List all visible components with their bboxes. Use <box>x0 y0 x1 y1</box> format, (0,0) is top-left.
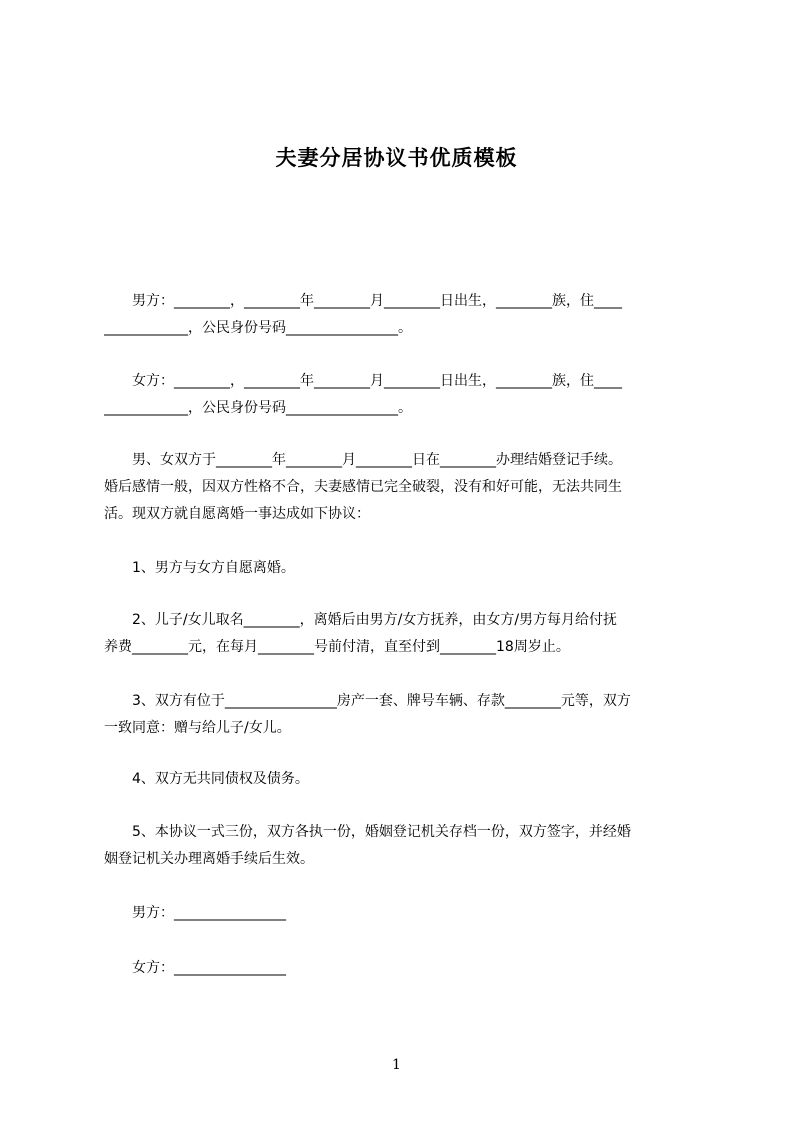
document-title: 夫妻分居协议书优质模板 <box>275 146 518 170</box>
paragraph-line: 活。现双方就自愿离婚一事达成如下协议： <box>104 506 370 522</box>
paragraph-line: ____________，公民身份号码________________。 <box>104 400 412 416</box>
paragraph-line: 女方：________，________年________月________日出生，________族，住____ <box>104 373 622 389</box>
clause-3-paragraph <box>104 688 709 742</box>
marriage-background-paragraph <box>104 447 709 528</box>
female-info-paragraph <box>104 368 709 422</box>
male-info-paragraph <box>104 288 709 342</box>
paragraph-line: 婚后感情一般，因双方性格不合，夫妻感情已完全破裂，没有和好可能，无法共同生 <box>104 479 622 495</box>
male-signature-line <box>104 900 709 927</box>
paragraph-line: 男、女双方于________年________月________日在________办理结婚登记手续。 <box>104 452 622 468</box>
paragraph-line: 姻登记机关办理离婚手续后生效。 <box>104 851 314 867</box>
female-signature-line <box>104 955 709 982</box>
clause-5-paragraph <box>104 819 709 873</box>
paragraph-line: 4、双方无共同债权及债务。 <box>104 771 309 787</box>
paragraph-line: 养费________元，在每月________号前付清，直至付到________18周岁止。 <box>104 639 570 655</box>
paragraph-line: 女方：________________ <box>104 960 286 976</box>
paragraph-line: 5、本协议一式三份，双方各执一份，婚姻登记机关存档一份，双方签字，并经婚 <box>104 824 631 840</box>
clause-2-paragraph <box>104 607 709 661</box>
page-number: 1 <box>392 1057 401 1073</box>
paragraph-line: 2、儿子/女儿取名________，离婚后由男方/女方抚养，由女方/男方每月给付抚 <box>104 612 618 628</box>
paragraph-line: ____________，公民身份号码________________。 <box>104 320 412 336</box>
paragraph-line: 男方：________，________年________月________日出生，________族，住____ <box>104 293 622 309</box>
clause-1-paragraph <box>104 555 709 582</box>
paragraph-line: 3、双方有位于________________房产一套、牌号车辆、存款________元等，双方 <box>104 693 631 709</box>
paragraph-line: 一致同意：赠与给儿子/女儿。 <box>104 720 291 736</box>
paragraph-line: 1、男方与女方自愿离婚。 <box>104 560 295 576</box>
paragraph-line: 男方：________________ <box>104 905 286 921</box>
clause-4-paragraph <box>104 766 709 793</box>
